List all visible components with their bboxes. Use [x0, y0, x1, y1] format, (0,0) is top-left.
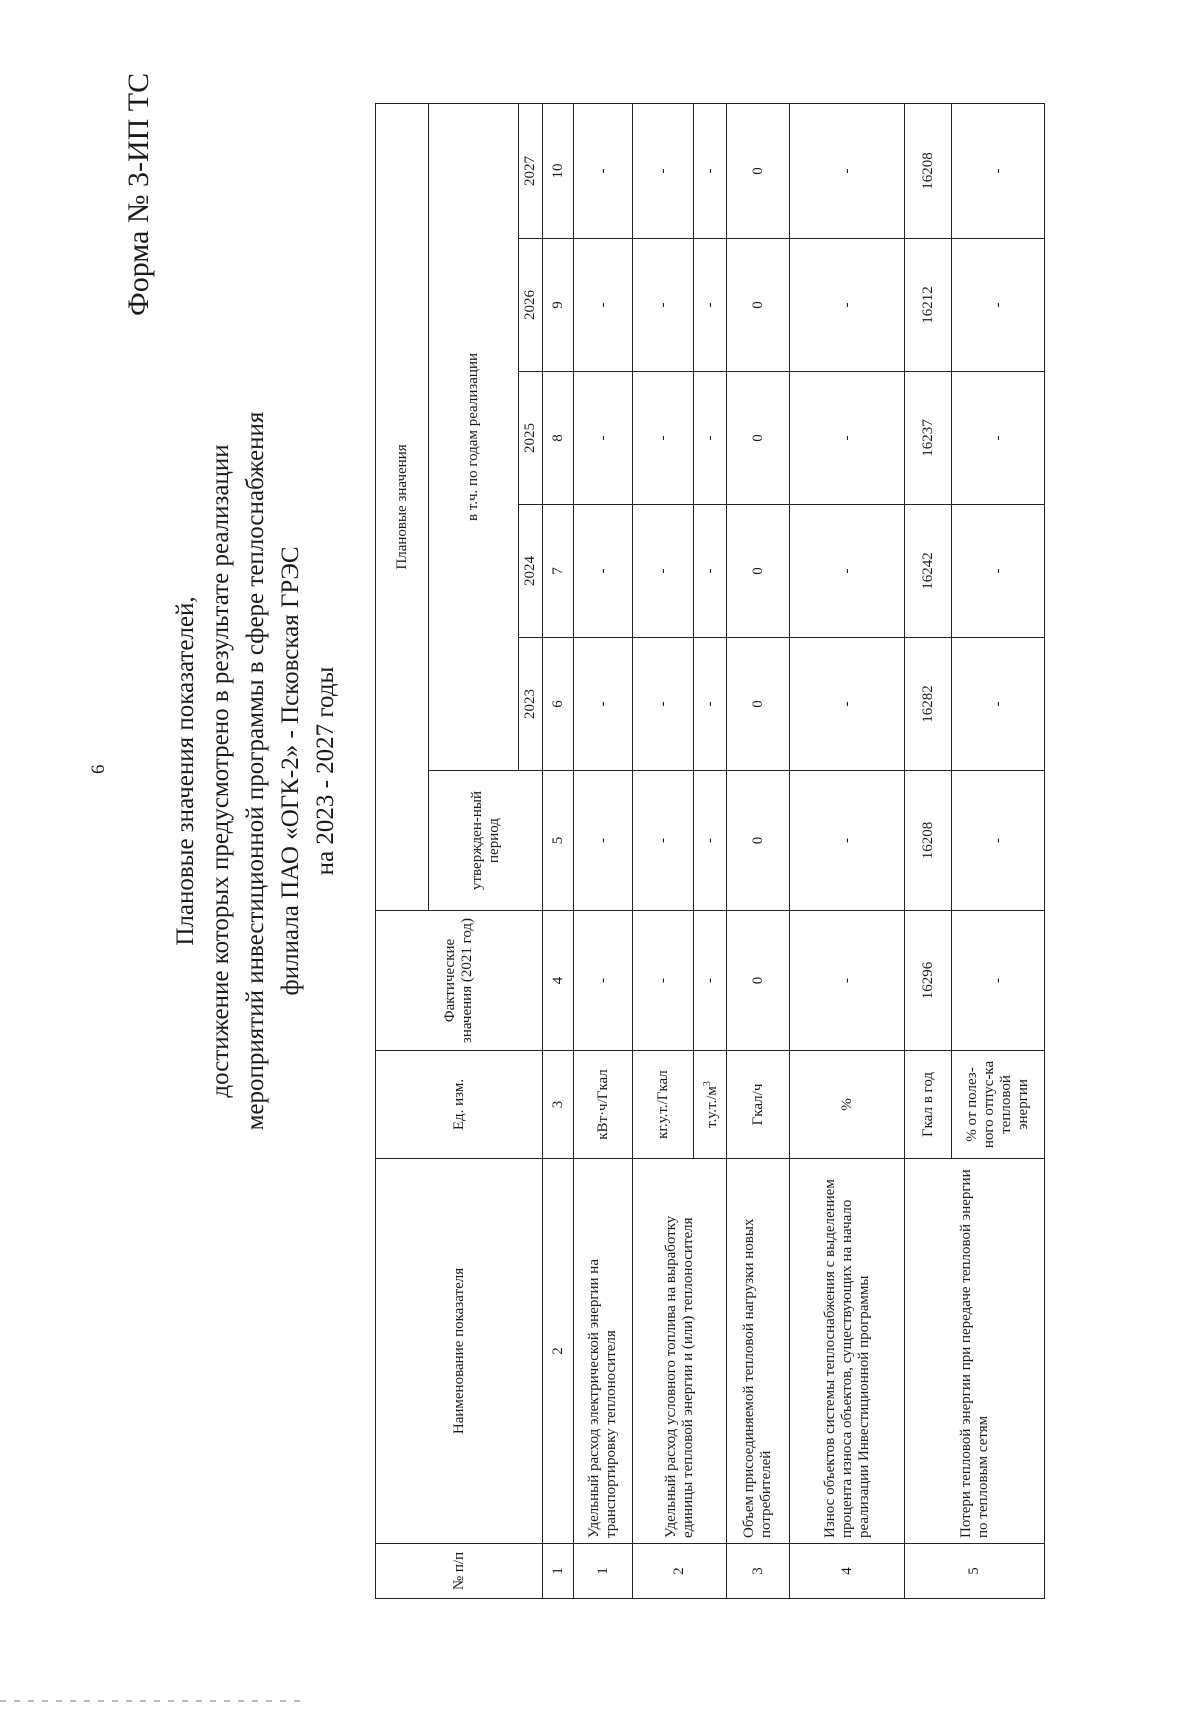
column-number: 2 [543, 1159, 574, 1544]
row-year-value: 16282 [905, 638, 952, 771]
column-number: 5 [543, 771, 574, 911]
header-year: 2027 [519, 103, 543, 238]
column-number: 10 [543, 103, 574, 238]
column-number: 4 [543, 911, 574, 1051]
table-row [905, 103, 952, 1598]
row-unit: кг.у.т./Гкал [633, 1051, 694, 1159]
row-num: 5 [905, 1544, 1045, 1599]
row-approved: - [574, 771, 633, 911]
header-year: 2023 [519, 638, 543, 771]
title-line: филиала ПАО «ОГК-2» - Псковская ГРЭС [277, 546, 304, 996]
row-year-value: - [633, 638, 694, 771]
row-num: 2 [633, 1544, 727, 1599]
header-year: 2025 [519, 372, 543, 505]
row-year-value: - [694, 638, 727, 771]
row-year-value: - [790, 103, 905, 238]
row-name: Потери тепловой энергии при передаче тепловой энергии по тепловым сетям [905, 1159, 1045, 1544]
row-year-value: 16242 [905, 505, 952, 638]
row-year-value: - [574, 239, 633, 372]
row-unit-secondary [694, 1051, 727, 1159]
row-unit: кВт·ч/Гкал [574, 1051, 633, 1159]
column-number: 6 [543, 638, 574, 771]
row-actual: - [694, 911, 727, 1051]
row-year-value: - [694, 505, 727, 638]
row-name: Объем присоединяемой тепловой нагрузки новых потребителей [727, 1159, 790, 1544]
table-row [727, 103, 790, 1598]
column-number: 1 [543, 1544, 574, 1599]
row-actual: 16296 [905, 911, 952, 1051]
row-actual: - [574, 911, 633, 1051]
row-year-value: - [633, 372, 694, 505]
row-year-value: - [574, 505, 633, 638]
unit-text: т.у.т./м [704, 1086, 720, 1128]
row-approved: 0 [727, 771, 790, 911]
row-approved: - [952, 771, 1045, 911]
scan-edge-artifact [0, 1700, 300, 1702]
row-year-value: - [633, 103, 694, 238]
row-year-value: 0 [727, 638, 790, 771]
row-year-value: - [952, 638, 1045, 771]
row-year-value: - [574, 638, 633, 771]
row-year-value: - [952, 505, 1045, 638]
row-approved: 16208 [905, 771, 952, 911]
row-year-value: 0 [727, 505, 790, 638]
row-approved: - [790, 771, 905, 911]
row-year-value: - [952, 103, 1045, 238]
row-approved: - [694, 771, 727, 911]
row-name: Удельный расход электрической энергии на транспортировку теплоносителя [574, 1159, 633, 1544]
row-year-value: 0 [727, 372, 790, 505]
row-year-value: - [952, 239, 1045, 372]
row-unit: Гкал/ч [727, 1051, 790, 1159]
header-unit: Ед. изм. [376, 1051, 543, 1159]
row-num: 4 [790, 1544, 905, 1599]
row-year-value: 0 [727, 103, 790, 238]
title-line: мероприятий инвестиционной программы в сфере теплоснабжения [242, 411, 269, 1131]
title-line: на 2023 - 2027 годы [312, 666, 339, 876]
row-year-value: - [694, 239, 727, 372]
row-year-value: - [633, 239, 694, 372]
header-year: 2024 [519, 505, 543, 638]
table-row [574, 103, 633, 1598]
row-year-value: - [790, 505, 905, 638]
column-number: 9 [543, 239, 574, 372]
row-year-value: 16208 [905, 103, 952, 238]
row-year-value: - [694, 372, 727, 505]
row-unit: Гкал в год [905, 1051, 952, 1159]
row-year-value: 16212 [905, 239, 952, 372]
page-number: 6 [88, 764, 109, 774]
header-actual: Фактические значения (2021 год) [376, 911, 543, 1051]
row-name: Износ объектов системы теплоснабжения с выделением процента износа объектов, существующих на начало реализации Инвестиционной программы [790, 1159, 905, 1544]
title-line: достижение которых предусмотрено в результате реализации [207, 444, 234, 1098]
row-unit: % [790, 1051, 905, 1159]
row-actual: - [790, 911, 905, 1051]
table-row [633, 103, 694, 1598]
row-year-value: - [694, 103, 727, 238]
row-name: Удельный расход условного топлива на выработку единицы тепловой энергии и (или) теплоносителя [633, 1159, 727, 1544]
header-num: № п/п [376, 1544, 543, 1599]
row-year-value: - [952, 372, 1045, 505]
row-year-value: 16237 [905, 372, 952, 505]
column-number-row [543, 103, 574, 1598]
row-year-value: 0 [727, 239, 790, 372]
header-planned: Плановые значения [376, 103, 429, 910]
row-year-value: - [574, 372, 633, 505]
row-num: 3 [727, 1544, 790, 1599]
column-number: 7 [543, 505, 574, 638]
form-label: Форма № 3-ИП ТС [122, 72, 155, 316]
row-year-value: - [574, 103, 633, 238]
header-name: Наименование показателя [376, 1159, 543, 1544]
column-number: 8 [543, 372, 574, 505]
header-year: 2026 [519, 239, 543, 372]
table-header-row [376, 103, 429, 1598]
row-year-value: - [790, 372, 905, 505]
row-num: 1 [574, 1544, 633, 1599]
unit-superscript: 3 [702, 1081, 713, 1087]
row-year-value: - [633, 505, 694, 638]
row-unit-secondary: % от полез-ного отпус-ка тепловой энергии [952, 1051, 1045, 1159]
header-by-years: в т.ч. по годам реализации [429, 103, 519, 770]
table-row [790, 103, 905, 1598]
row-actual: - [952, 911, 1045, 1051]
title-line: Плановые значения показателей, [172, 596, 199, 946]
header-approved: утвержден-ный период [429, 771, 543, 911]
row-year-value: - [790, 638, 905, 771]
row-actual: - [633, 911, 694, 1051]
row-year-value: - [790, 239, 905, 372]
document-title [168, 391, 343, 1151]
column-number: 3 [543, 1051, 574, 1159]
indicators-table [375, 103, 1045, 1599]
row-approved: - [633, 771, 694, 911]
row-actual: 0 [727, 911, 790, 1051]
